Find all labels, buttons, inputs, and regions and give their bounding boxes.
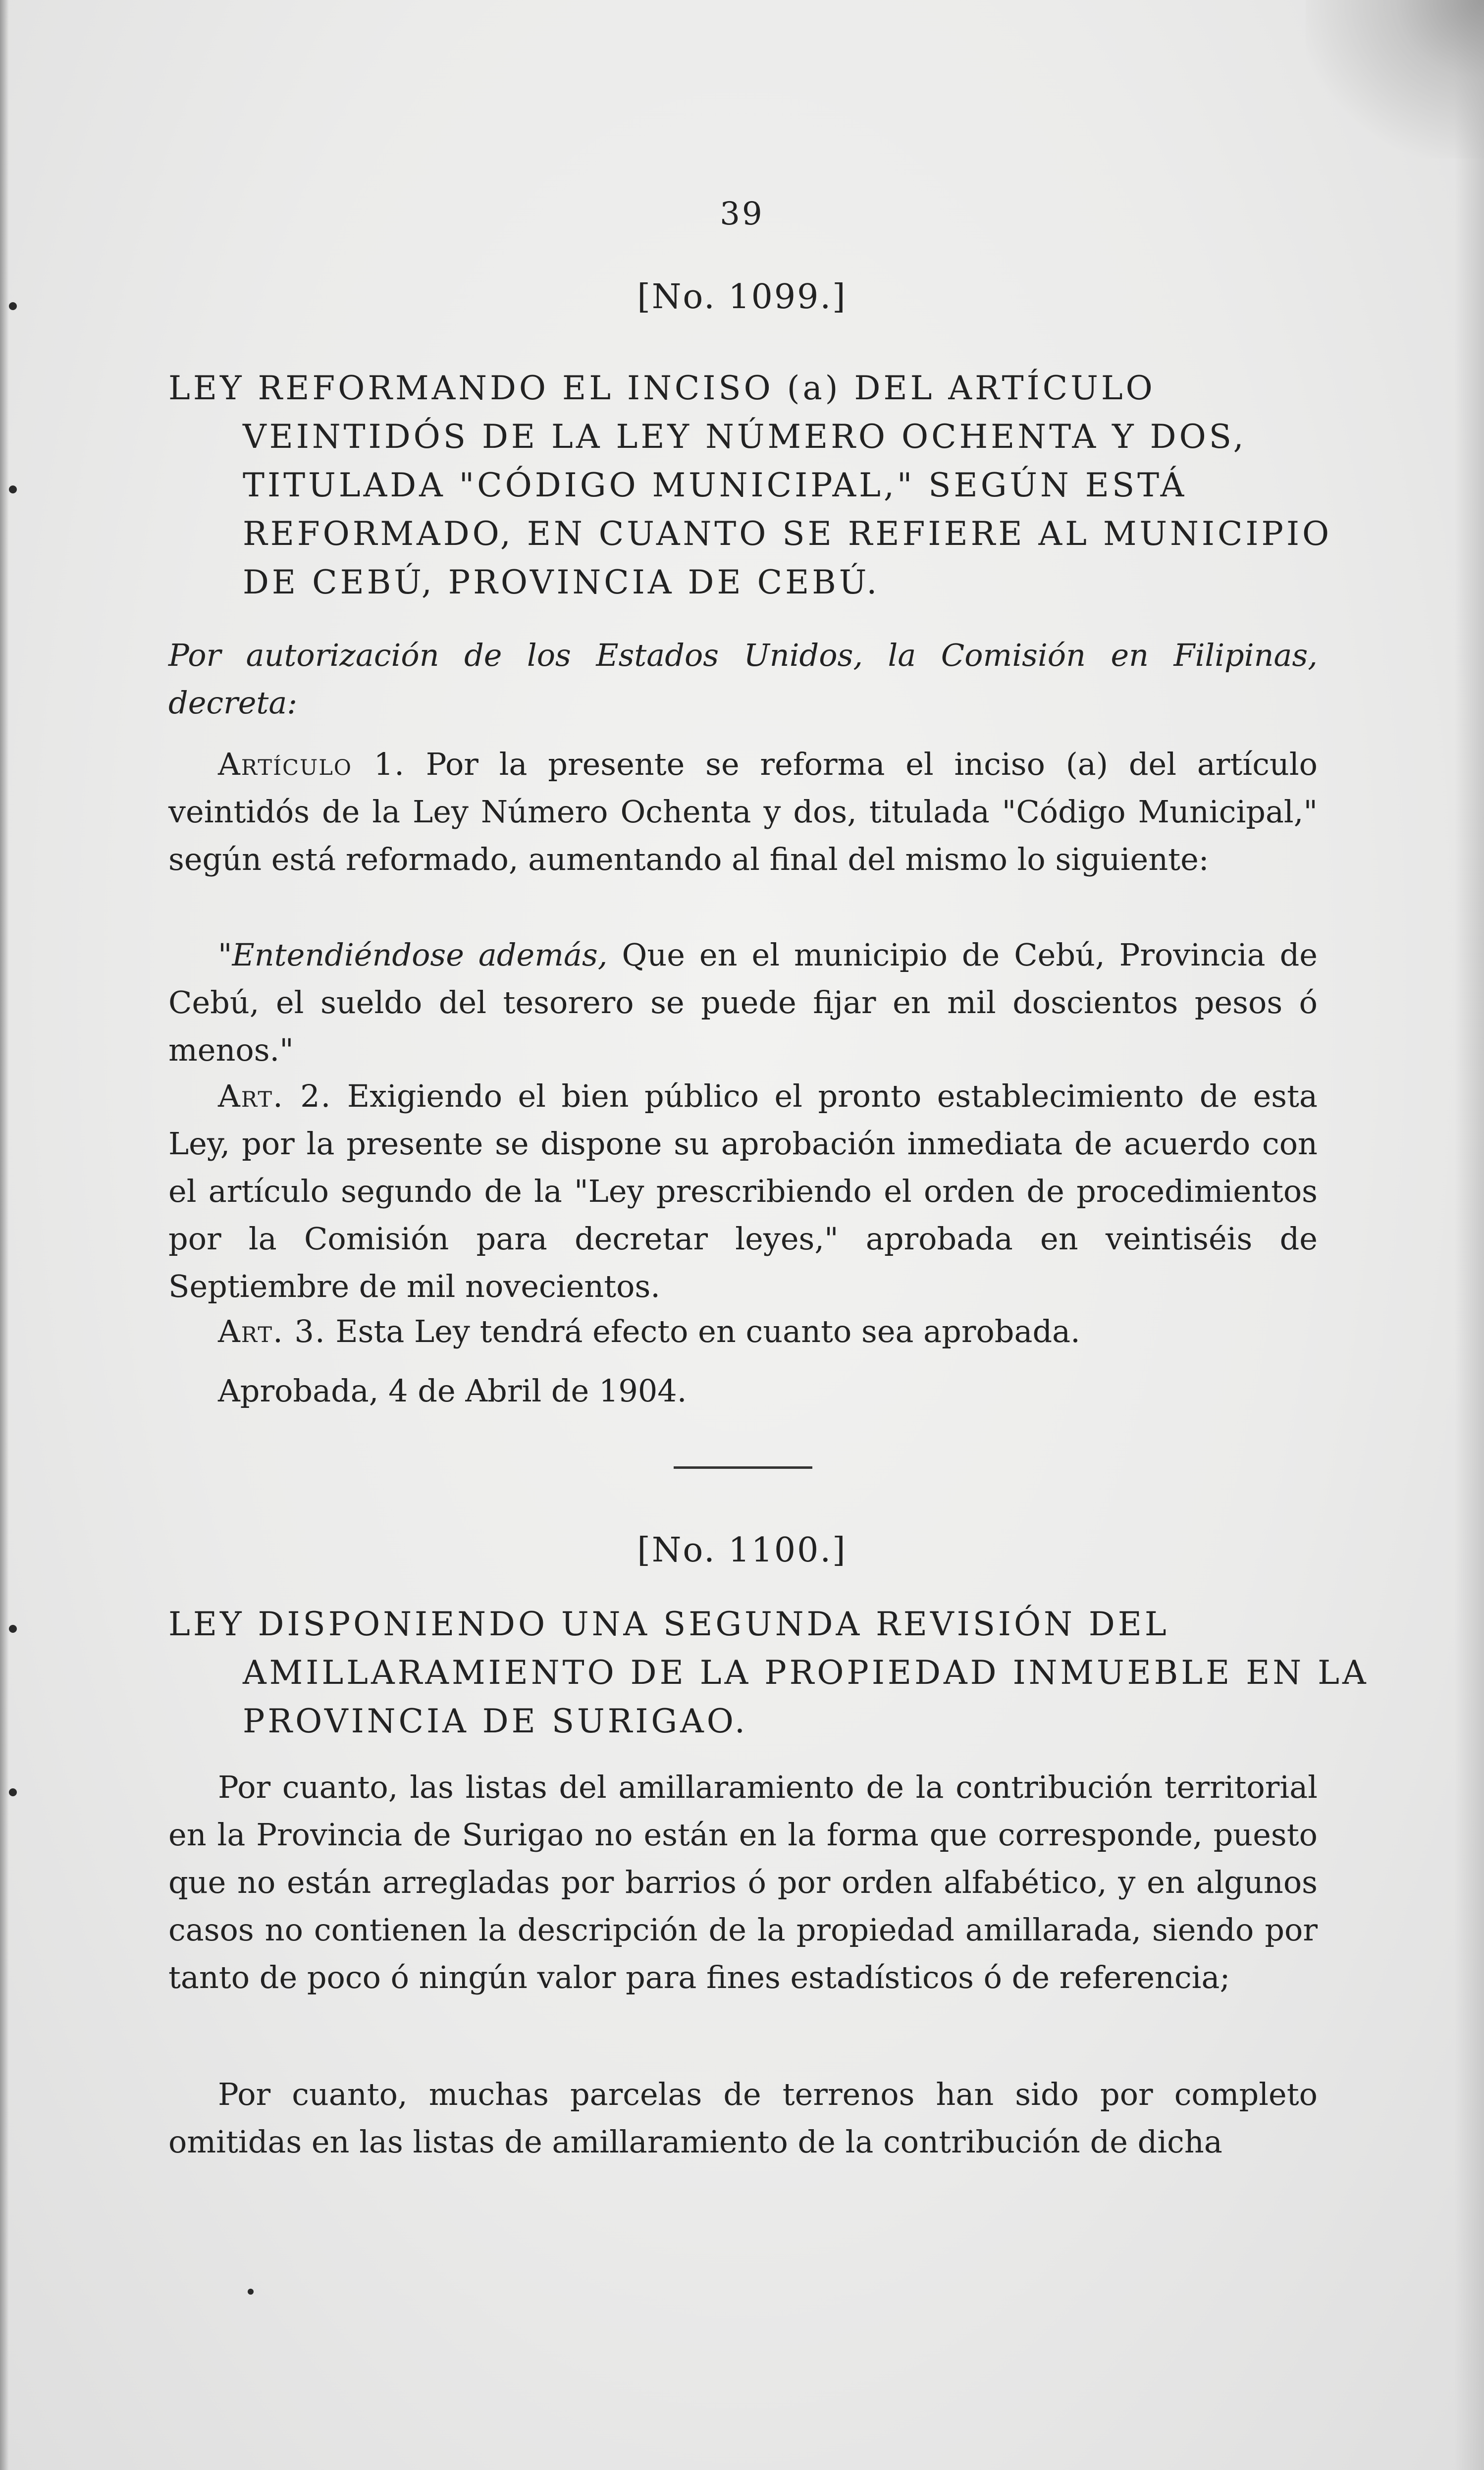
article-3-text: Esta Ley tendrá efecto en cuanto sea aprobada.	[335, 1313, 1080, 1349]
section-divider	[674, 1466, 812, 1469]
article-3	[168, 1308, 1318, 1355]
article-3-lead: Art. 3.	[218, 1313, 326, 1349]
article-1-lead: Artículo 1.	[218, 746, 405, 782]
law-number-1099: [No. 1099.]	[637, 277, 847, 317]
article-1	[168, 741, 1318, 883]
page-right-edge-shadow	[1454, 0, 1484, 2470]
page-left-edge-shadow	[0, 0, 9, 2470]
article-2-text: Exigiendo el bien público el pronto establecimiento de esta Ley, por la presente se dispone su aprobación inmediata de acuerdo con el artículo segundo de la "Ley prescribiendo el orden de procedimientos por la Comisión para decretar leyes," aprobada en veintiséis de Septiembre de mil novecientos.	[168, 1078, 1318, 1304]
article-2-lead: Art. 2.	[218, 1078, 332, 1114]
law-title-1099: LEY REFORMANDO EL INCISO (a) DEL ARTÍCULO VEINTIDÓS DE LA LEY NÚMERO OCHENTA Y DOS, TITULADA "CÓDIGO MUNICIPAL," SEGÚN ESTÁ REFORMADO, EN CUANTO SE REFIERE AL MUNICIPIO DE CEBÚ, PROVINCIA DE CEBÚ.	[168, 369, 1332, 601]
page-corner-shadow	[1306, 0, 1484, 159]
whereas-paragraph-1: Por cuanto, las listas del amillaramiento de la contribución territorial en la Provincia de Surigao no están en la forma que corresponde, puesto que no están arregladas por barrios ó por orden alfabético, y en algunos casos no contienen la descripción de la propiedad amillarada, siendo por tanto de poco ó ningún valor para fines estadísticos ó de referencia;	[168, 1769, 1318, 1995]
page-number: 39	[720, 196, 764, 232]
article-1-quote	[168, 931, 1318, 1074]
article-1-text: Por la presente se reforma el inciso (a) del artículo veintidós de la Ley Número Ochenta y dos, titulada "Código Municipal," según está reformado, aumentando al final del mismo lo siguiente:	[168, 746, 1318, 877]
margin-speck	[9, 485, 17, 493]
law-number-1100: [No. 1100.]	[637, 1531, 847, 1570]
margin-speck	[9, 1625, 17, 1633]
preamble: Por autorización de los Estados Unidos, la Comisión en Filipinas, decreta:	[168, 637, 1318, 721]
approval-date: Aprobada, 4 de Abril de 1904.	[218, 1373, 687, 1409]
quote-text: Que en el municipio de Cebú, Provincia de Cebú, el sueldo del tesorero se puede fijar en mil doscientos pesos ó menos."	[168, 937, 1318, 1068]
law-title-1100: LEY DISPONIENDO UNA SEGUNDA REVISIÓN DEL AMILLARAMIENTO DE LA PROPIEDAD INMUEBLE EN LA PROVINCIA DE SURIGAO.	[168, 1605, 1369, 1740]
margin-speck	[9, 1788, 17, 1796]
article-2	[168, 1073, 1318, 1310]
quote-lead: "Entendiéndose además,	[218, 937, 608, 973]
whereas-paragraph-2: Por cuanto, muchas parcelas de terrenos han sido por completo omitidas en las listas de amillaramiento de la contribución de dicha	[168, 2076, 1318, 2160]
margin-speck	[248, 2289, 254, 2295]
